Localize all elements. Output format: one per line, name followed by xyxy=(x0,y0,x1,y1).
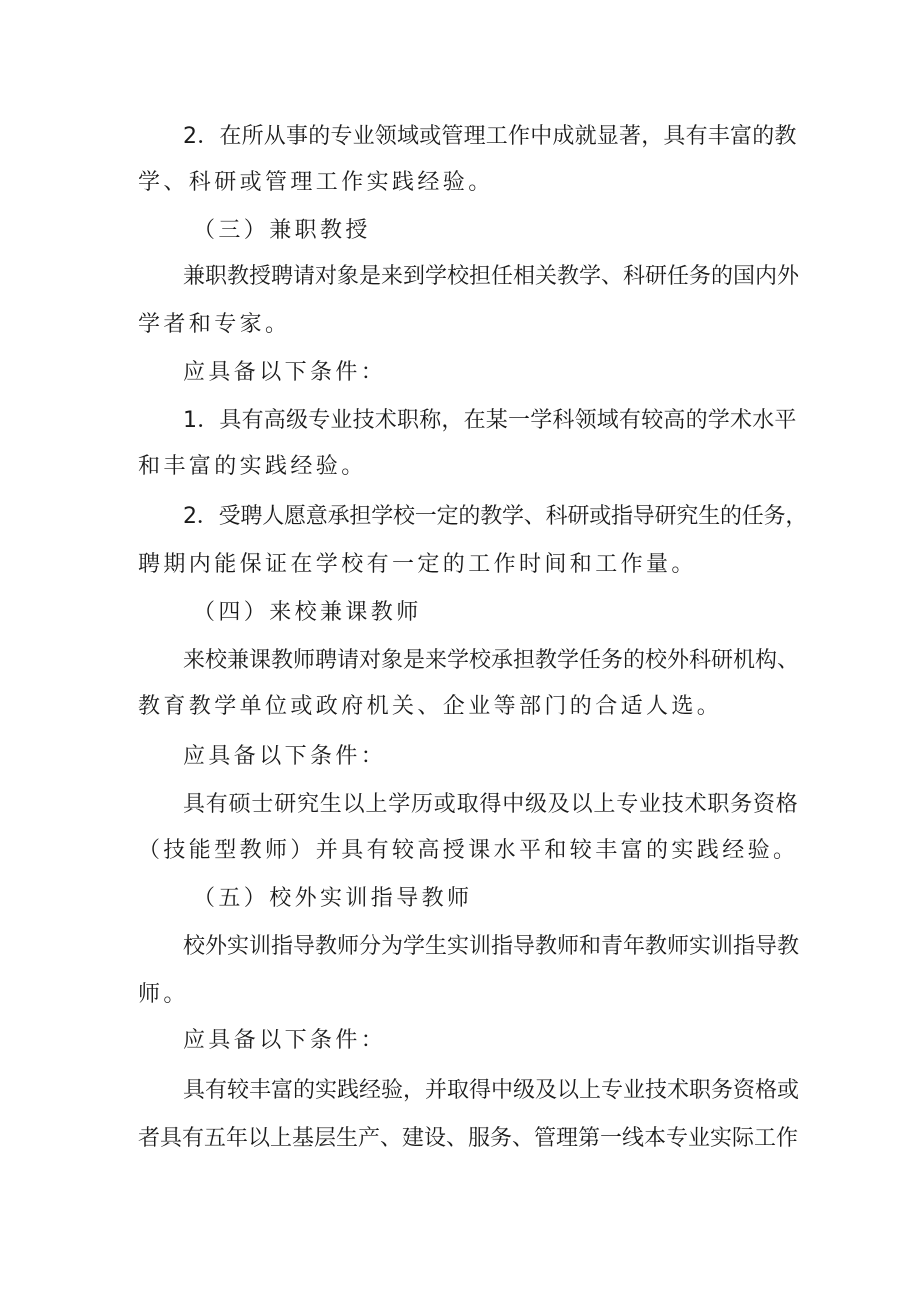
section-heading: （三）兼职教授 xyxy=(193,218,371,243)
paragraph-line: 应具备以下条件： xyxy=(183,744,387,769)
paragraph-line: 2．受聘人愿意承担学校一定的教学、科研或指导研究生的任务， xyxy=(183,504,808,529)
paragraph-line: 和丰富的实践经验。 xyxy=(138,454,367,479)
section-heading: （四）来校兼课教师 xyxy=(193,600,422,625)
paragraph-line: 具有较丰富的实践经验，并取得中级及以上专业技术职务资格或 xyxy=(183,1078,800,1103)
section-heading: （五）校外实训指导教师 xyxy=(193,886,473,911)
paragraph-line: 师。 xyxy=(138,982,189,1007)
paragraph-line: 具有硕士研究生以上学历或取得中级及以上专业技术职务资格 xyxy=(183,792,799,817)
paragraph-line: 聘期内能保证在学校有一定的工作时间和工作量。 xyxy=(138,552,697,577)
paragraph-line: 兼职教授聘请对象是来到学校担任相关教学、科研任务的国内外 xyxy=(183,264,800,289)
paragraph-line: 者具有五年以上基层生产、建设、服务、管理第一线本专业实际工作 xyxy=(138,1126,799,1151)
paragraph-line: 1．具有高级专业技术职称，在某一学科领域有较高的学术水平 xyxy=(183,408,797,433)
paragraph-line: 校外实训指导教师分为学生实训指导教师和青年教师实训指导教 xyxy=(183,934,800,959)
paragraph-line: 学者和专家。 xyxy=(138,312,291,337)
paragraph-line: 学、科研或管理工作实践经验。 xyxy=(138,170,494,195)
paragraph-line: 教育教学单位或政府机关、企业等部门的合适人选。 xyxy=(138,694,723,719)
paragraph-line: 2．在所从事的专业领域或管理工作中成就显著，具有丰富的教 xyxy=(183,124,797,149)
paragraph-line: （技能型教师）并具有较高授课水平和较丰富的实践经验。 xyxy=(138,838,799,863)
paragraph-line: 应具备以下条件： xyxy=(183,360,387,385)
paragraph-line: 应具备以下条件： xyxy=(183,1028,387,1053)
paragraph-line: 来校兼课教师聘请对象是来学校承担教学任务的校外科研机构、 xyxy=(183,648,800,673)
